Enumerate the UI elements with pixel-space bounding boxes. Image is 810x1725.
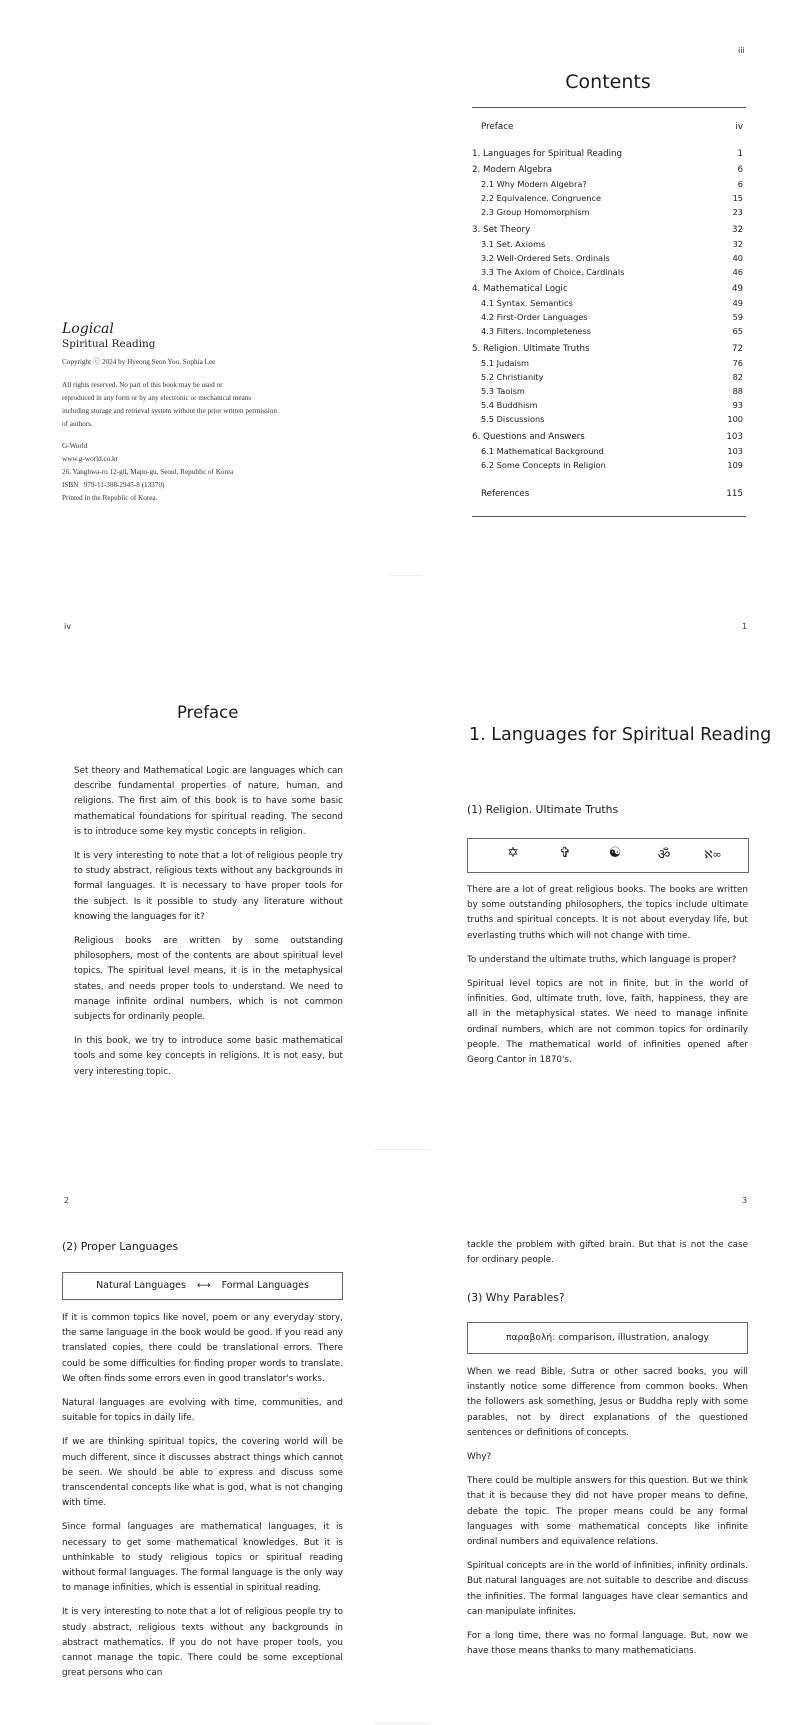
toc-label: 5.5 Discussions xyxy=(481,414,545,424)
toc-chapter[interactable] xyxy=(472,165,743,178)
page-2-paragraph: Since formal languages are mathematical languages, it is necessary to get some mathematical knowledges. But it is unthinkable to study religious topics or spiritual reading without formal languages. The formal language is the only way to manage infinities, which is essential in spiritual reading. xyxy=(62,1522,343,1594)
toc-label: 3.3 The Axiom of Choice. Cardinals xyxy=(481,267,625,277)
publisher-address: 26, Yanghwa-ro 12-gil, Mapo-gu, Seoul, Republic of Korea xyxy=(62,468,234,477)
copyright-line: Copyright ⓒ 2024 by Hyeong Seon Yoo, Sophia Lee xyxy=(62,358,216,366)
toc-references[interactable] xyxy=(472,489,743,502)
toc-label: 6. Questions and Answers xyxy=(472,432,585,442)
double-arrow-icon: ⟷ xyxy=(197,1280,211,1291)
toc-subsection[interactable] xyxy=(472,207,743,220)
toc-page: 23 xyxy=(732,207,743,217)
star-of-david-icon: ✡ xyxy=(507,845,519,861)
rights-line: reproduced in any form or by any electronic or mechanical means xyxy=(62,394,252,403)
page-2-paragraph: It is very interesting to note that a lot of religious people try to study abstract, religious texts without any backgrounds in abstract mathematics. If you do not have proper tools, you cannot manage the topic. There could be some exceptional great persons who can xyxy=(62,1607,343,1679)
page-2-body xyxy=(62,1311,343,1681)
languages-box xyxy=(62,1272,343,1300)
toc-page: 49 xyxy=(731,284,743,294)
page-2-paragraph: Natural languages are evolving with time, communities, and suitable for topics in daily life. xyxy=(62,1398,343,1424)
toc-label: 3. Set Theory xyxy=(472,225,531,235)
contents-title: Contents xyxy=(565,71,651,93)
toc-page: 32 xyxy=(731,225,743,235)
toc-label: 6.2 Some Concepts in Religion xyxy=(481,460,606,470)
toc-chapter[interactable] xyxy=(472,344,743,357)
page-3-body-2 xyxy=(467,1365,748,1659)
toc-subsection[interactable] xyxy=(472,400,743,413)
rights-line: of authors. xyxy=(62,420,93,429)
toc-label: 4.3 Filters. Incompleteness xyxy=(481,326,591,336)
toc-page: 103 xyxy=(726,432,743,442)
toc-preface[interactable] xyxy=(472,122,743,135)
publisher-info xyxy=(62,440,362,505)
toc-subsection[interactable] xyxy=(472,267,743,280)
toc-subsection[interactable] xyxy=(472,239,743,252)
publisher-website: www.g-world.co.kr xyxy=(62,455,119,464)
toc-label: 2.2 Equivalence. Congruence xyxy=(481,193,601,203)
toc-page: 15 xyxy=(732,193,743,203)
toc-subsection[interactable] xyxy=(472,446,743,459)
natural-languages-label: Natural Languages xyxy=(96,1280,186,1291)
toc-subsection[interactable] xyxy=(472,253,743,266)
parable-box-text: παραβολή: comparison, illustration, analogy xyxy=(506,1332,709,1343)
publisher-name: G-World xyxy=(62,442,88,451)
cross-icon: ✞ xyxy=(559,845,571,861)
toc-page: 103 xyxy=(727,446,743,456)
toc-label: 2.1 Why Modern Algebra? xyxy=(481,179,587,189)
page-3-paragraph: Spiritual concepts are in the world of infinities, infinity ordinals. But natural languages are not suitable to describe and discuss the infinities. The formal languages have clear semantics and can manipulate infinites. xyxy=(467,1561,748,1617)
toc-subsection[interactable] xyxy=(472,312,743,325)
preface-paragraph: It is very interesting to note that a lot of religious people try to study abstract, religious texts without any backgrounds in formal languages. It is necessary to have proper tools for the subject. Is it possible to study any literature without knowing the languages for it? xyxy=(74,851,343,922)
isbn: ISBN 979-11-388-2945-8 (13370) xyxy=(62,481,165,490)
toc-page: iv xyxy=(735,122,743,132)
toc-label: 3.2 Well-Ordered Sets. Ordinals xyxy=(481,253,610,263)
page-3-paragraph: There could be multiple answers for this question. But we think that it is because they did not have proper means to define, debate the topic. The proper means could be any formal languages with some mathematical concepts like infinite ordinal numbers and equivalence relations. xyxy=(467,1476,748,1548)
page-2-paragraph: If it is common topics like novel, poem or any everyday story, the same language in the book would be good. If you read any translated copies, there could be translational errors. There could be some difficulties for finding proper words to translate. We often finds some errors even in good translator's works. xyxy=(62,1313,343,1384)
toc-subsection[interactable] xyxy=(472,326,743,339)
page-number-3: 3 xyxy=(742,1196,748,1205)
toc-label: 5.4 Buddhism xyxy=(481,400,538,410)
toc-page: 109 xyxy=(727,460,743,470)
toc-page: 1 xyxy=(737,149,743,159)
yin-yang-icon: ☯ xyxy=(608,845,622,861)
languages-box-text xyxy=(63,1280,342,1291)
printed-in: Printed in the Republic of Korea. xyxy=(62,494,158,503)
toc-label: 2.3 Group Homomorphism xyxy=(481,207,590,217)
preface-paragraph: Set theory and Mathematical Logic are languages which can describe fundamental properties of nature, human, and religions. The first aim of this book is to have some basic mathematical foundations for spiritual reading. The second is to introduce some key mystic concepts in religion. xyxy=(74,766,343,837)
page-3-paragraph: When we read Bible, Sutra or other sacred books, you will instantly notice some difference from common books. When the followers ask something, Jesus or Buddha reply with some parables, not by direct explanations of the questioned sentences or definitions of concepts. xyxy=(467,1367,748,1438)
rights-line: including storage and retrieval system without the prior written permission xyxy=(62,407,277,416)
toc-chapter[interactable] xyxy=(472,149,743,162)
copyright-block xyxy=(62,321,362,505)
toc-subsection[interactable] xyxy=(472,372,743,385)
toc-label: 1. Languages for Spiritual Reading xyxy=(472,149,623,159)
toc-page: 65 xyxy=(732,326,743,336)
toc-subsection[interactable] xyxy=(472,179,743,192)
toc-subsection[interactable] xyxy=(472,386,743,399)
aleph-infinity-icon: ℵ∞ xyxy=(704,848,722,861)
toc-label: 5.2 Christianity xyxy=(481,372,544,382)
toc-label: 3.1 Set. Axioms xyxy=(481,239,546,249)
toc-subsection[interactable] xyxy=(472,358,743,371)
toc-chapter[interactable] xyxy=(472,432,743,445)
page-2-paragraph: If we are thinking spiritual topics, the covering world will be much different, since it discusses abstract things which cannot be seen. We should be able to express and discuss some transcendental concepts like what is god, what is not changing with time. xyxy=(62,1437,343,1509)
chapter-1-title: 1. Languages for Spiritual Reading xyxy=(469,725,772,745)
contents-top-rule xyxy=(472,107,746,108)
rights-line: All rights reserved. No part of this book may be used or xyxy=(62,381,223,390)
toc-subsection[interactable] xyxy=(472,460,743,473)
toc-label: References xyxy=(481,489,530,499)
toc-page: 59 xyxy=(732,312,743,322)
page-3-body xyxy=(467,1238,748,1268)
toc-label: 4. Mathematical Logic xyxy=(472,284,568,294)
toc-label: 5.1 Judaism xyxy=(481,358,529,368)
page-gap-mark xyxy=(374,1149,430,1150)
religion-symbols-box xyxy=(467,838,749,873)
toc-page: 40 xyxy=(732,253,743,263)
toc-label: 5. Religion. Ultimate Truths xyxy=(472,344,590,354)
formal-languages-label: Formal Languages xyxy=(221,1280,309,1291)
page-gap-mark xyxy=(390,575,422,576)
book-title: Logical xyxy=(62,321,114,337)
section-3-title: (3) Why Parables? xyxy=(467,1291,565,1304)
page-3-paragraph: For a long time, there was no formal language. But, now we have those means thanks to many mathematicians. xyxy=(467,1631,748,1657)
section-2-title: (2) Proper Languages xyxy=(62,1240,179,1253)
contents-bottom-rule xyxy=(472,516,746,517)
page-number-iii: iii xyxy=(738,46,745,55)
book-subtitle: Spiritual Reading xyxy=(62,338,156,350)
om-icon: ॐ xyxy=(657,847,671,863)
toc-label: 6.1 Mathematical Background xyxy=(481,446,604,456)
chapter-1-body xyxy=(467,883,748,1068)
toc-page: 46 xyxy=(732,267,743,277)
page-3-carry-over: tackle the problem with gifted brain. But that is not the case for ordinary people. xyxy=(467,1240,748,1266)
page-number-iv: iv xyxy=(64,622,71,631)
toc-chapter[interactable] xyxy=(472,284,743,297)
page-gap-mark xyxy=(374,1723,430,1724)
toc-page: 93 xyxy=(732,400,743,410)
chapter-paragraph: To understand the ultimate truths, which language is proper? xyxy=(467,954,737,965)
toc-page: 76 xyxy=(732,358,743,368)
toc-label: Preface xyxy=(481,122,514,132)
section-1-title: (1) Religion. Ultimate Truths xyxy=(467,803,619,816)
toc-page: 88 xyxy=(732,386,743,396)
toc-page: 115 xyxy=(726,489,743,499)
toc-subsection[interactable] xyxy=(472,414,743,427)
toc-page: 6 xyxy=(737,165,743,175)
toc-label: 2. Modern Algebra xyxy=(472,165,553,175)
page-number-2: 2 xyxy=(64,1196,70,1205)
parable-box xyxy=(467,1322,748,1354)
toc-page: 72 xyxy=(731,344,743,354)
toc-page: 49 xyxy=(732,298,743,308)
toc-subsection[interactable] xyxy=(472,193,743,206)
preface-paragraph: Religious books are written by some outstanding philosophers, most of the contents are about spiritual level topics. The spiritual level means, it is in the metaphysical states, and needs proper tools to understand. We need to manage infinite ordinal numbers, which is not common subjects for ordinarily people. xyxy=(74,936,343,1023)
toc-chapter[interactable] xyxy=(472,225,743,238)
page-3-paragraph: Why? xyxy=(467,1452,492,1463)
preface-body xyxy=(74,764,343,1080)
toc-page: 100 xyxy=(727,414,743,424)
toc-label: 5.3 Taoism xyxy=(481,386,525,396)
chapter-paragraph: There are a lot of great religious books. The books are written by some outstanding philosophers, the topics include ultimate truths and spiritual concepts. It is not about everyday life, but everlasting truths which will not change with time. xyxy=(467,885,748,941)
toc-page: 82 xyxy=(732,372,743,382)
toc-page: 32 xyxy=(732,239,743,249)
toc-label: 4.2 First-Order Languages xyxy=(481,312,588,322)
page-number-1: 1 xyxy=(742,622,748,631)
preface-paragraph: In this book, we try to introduce some basic mathematical tools and some key concepts in religions. It is not easy, but very interesting topic. xyxy=(74,1036,343,1077)
toc-label: 4.1 Syntax. Semantics xyxy=(481,298,573,308)
chapter-paragraph: Spiritual level topics are not in finite, but in the world of infinities. God, ultimate truth, love, faith, happiness, they are all in the metaphysical states. We need to manage infinite ordinal numbers, which are not common topics for ordinarily people. The mathematical world of infinities opened after Georg Cantor in 1870's. xyxy=(467,979,748,1066)
preface-title: Preface xyxy=(177,703,239,722)
rights-notice xyxy=(62,379,362,431)
toc-subsection[interactable] xyxy=(472,298,743,311)
toc-page: 6 xyxy=(737,179,743,189)
